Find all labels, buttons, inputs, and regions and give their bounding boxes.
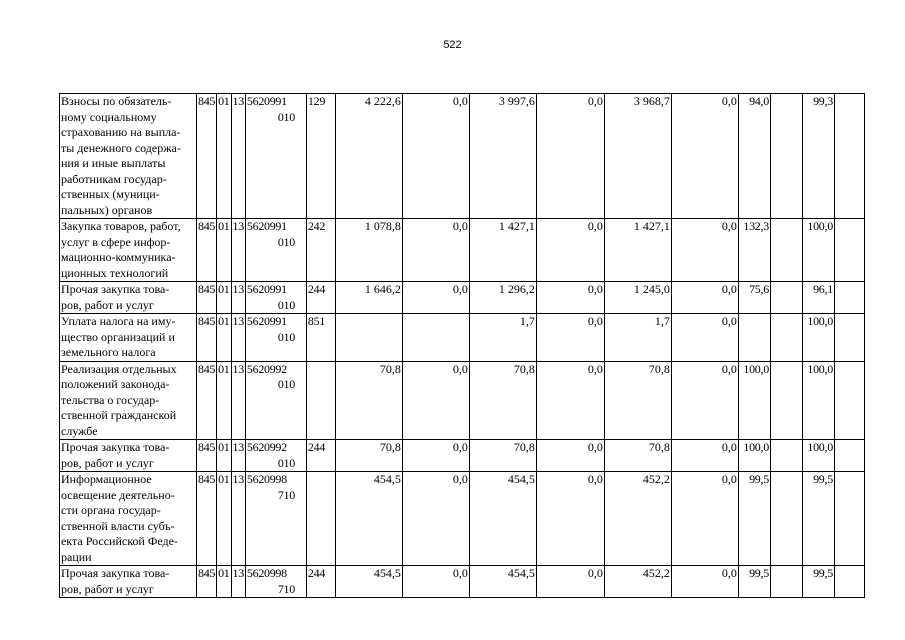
cell-percent-1: 99,5: [738, 472, 770, 566]
cell-empty: [770, 566, 802, 598]
cell-amount-6: 0,0: [671, 361, 738, 440]
cell-amount-3: 1,7: [469, 314, 536, 362]
cell-amount-3: 1 427,1: [469, 219, 536, 282]
cell-amount-6: 0,0: [671, 282, 738, 314]
target-article-code-suffix: 010: [277, 109, 295, 124]
cell-item-name: Взносы по обязатель- ному социальному страхованию на выпла- ты денежного содержа- ния и иные выплаты работникам государ- ственных (муници- пальных) органов: [60, 94, 197, 219]
cell-amount-1: 4 222,6: [335, 94, 402, 219]
table-row: [60, 219, 865, 282]
cell-expense-type-code: 244: [306, 566, 335, 598]
page-number: 522: [443, 39, 462, 51]
cell-section-code: 01: [217, 94, 231, 219]
table-row: [60, 472, 865, 566]
target-article-code-suffix: 010: [277, 329, 295, 344]
cell-amount-2: 0,0: [402, 361, 469, 440]
cell-subsection-code: 13: [231, 282, 245, 314]
cell-target-article-code: [245, 566, 306, 598]
cell-expense-type-code: 129: [306, 94, 335, 219]
cell-percent-2: 99,3: [802, 94, 834, 219]
cell-grbs-code: 845: [197, 361, 217, 440]
cell-percent-1: 100,0: [738, 361, 770, 440]
target-article-code-main: 5620992: [246, 440, 287, 454]
cell-empty: [834, 472, 864, 566]
cell-empty: [834, 219, 864, 282]
cell-percent-1: [738, 314, 770, 362]
cell-subsection-code: 13: [231, 94, 245, 219]
cell-amount-6: 0,0: [671, 219, 738, 282]
cell-amount-1: 454,5: [335, 566, 402, 598]
target-article-code-main: 5620992: [246, 361, 287, 376]
cell-percent-1: 99,5: [738, 566, 770, 598]
cell-expense-type-code: 851: [306, 314, 335, 362]
cell-target-article-code: [245, 472, 306, 566]
cell-amount-2: 0,0: [402, 282, 469, 314]
cell-amount-1: 1 646,2: [335, 282, 402, 314]
cell-amount-1: 70,8: [335, 361, 402, 440]
cell-amount-6: 0,0: [671, 566, 738, 598]
budget-table: [59, 93, 865, 598]
cell-expense-type-code: 242: [306, 219, 335, 282]
cell-amount-5: 1,7: [604, 314, 671, 362]
cell-empty: [834, 94, 864, 219]
cell-expense-type-code: 244: [306, 282, 335, 314]
cell-empty: [834, 440, 864, 472]
cell-percent-2: 100,0: [802, 314, 834, 362]
cell-section-code: 01: [217, 566, 231, 598]
cell-grbs-code: 845: [197, 566, 217, 598]
cell-percent-2: 96,1: [802, 282, 834, 314]
cell-amount-4: 0,0: [536, 440, 604, 472]
cell-subsection-code: 13: [231, 361, 245, 440]
target-article-code-suffix: 010: [277, 377, 295, 391]
table-row: [60, 94, 865, 219]
cell-target-article-code: [245, 282, 306, 314]
cell-empty: [770, 282, 802, 314]
cell-amount-5: 452,2: [604, 472, 671, 566]
cell-amount-4: 0,0: [536, 94, 604, 219]
table-row: [60, 566, 865, 598]
cell-item-name: Информационное освещение деятельно- сти органа государ- ственной власти субъ- екта Российской Феде- рации: [60, 472, 197, 566]
table-row: [60, 440, 865, 472]
target-article-code-suffix: 010: [277, 234, 295, 249]
cell-percent-2: 100,0: [802, 219, 834, 282]
table-row: [60, 314, 865, 362]
cell-amount-5: 1 427,1: [604, 219, 671, 282]
cell-amount-2: 0,0: [402, 472, 469, 566]
cell-empty: [834, 282, 864, 314]
target-article-code-main: 5620991: [246, 314, 287, 328]
cell-subsection-code: 13: [231, 314, 245, 362]
target-article-code-main: 5620998: [246, 566, 287, 580]
cell-grbs-code: 845: [197, 282, 217, 314]
cell-amount-3: 3 997,6: [469, 94, 536, 219]
cell-section-code: 01: [217, 440, 231, 472]
cell-amount-2: 0,0: [402, 94, 469, 219]
cell-percent-1: 132,3: [738, 219, 770, 282]
cell-amount-3: 70,8: [469, 361, 536, 440]
cell-amount-3: 70,8: [469, 440, 536, 472]
cell-amount-6: 0,0: [671, 94, 738, 219]
table-row: [60, 282, 865, 314]
target-article-code-main: 5620991: [246, 282, 287, 296]
cell-amount-1: [335, 314, 402, 362]
cell-grbs-code: 845: [197, 472, 217, 566]
cell-percent-1: 75,6: [738, 282, 770, 314]
cell-target-article-code: [245, 94, 306, 219]
cell-amount-5: 70,8: [604, 440, 671, 472]
cell-empty: [770, 472, 802, 566]
cell-expense-type-code: [306, 472, 335, 566]
cell-subsection-code: 13: [231, 440, 245, 472]
cell-grbs-code: 845: [197, 440, 217, 472]
cell-amount-1: 454,5: [335, 472, 402, 566]
target-article-code-suffix: 710: [277, 487, 295, 502]
cell-percent-2: 100,0: [802, 440, 834, 472]
cell-percent-1: 100,0: [738, 440, 770, 472]
cell-amount-3: 454,5: [469, 566, 536, 598]
budget-table-body: [60, 94, 865, 598]
target-article-code-main: 5620998: [246, 472, 287, 486]
cell-amount-1: 70,8: [335, 440, 402, 472]
table-row: [60, 361, 865, 440]
cell-subsection-code: 13: [231, 566, 245, 598]
cell-amount-1: 1 078,8: [335, 219, 402, 282]
target-article-code-main: 5620991: [246, 94, 287, 108]
cell-amount-2: 0,0: [402, 440, 469, 472]
cell-percent-2: 100,0: [802, 361, 834, 440]
cell-section-code: 01: [217, 219, 231, 282]
target-article-code-main: 5620991: [246, 219, 287, 233]
cell-amount-4: 0,0: [536, 472, 604, 566]
cell-percent-2: 99,5: [802, 472, 834, 566]
cell-percent-1: 94,0: [738, 94, 770, 219]
cell-amount-5: 452,2: [604, 566, 671, 598]
cell-subsection-code: 13: [231, 472, 245, 566]
cell-target-article-code: [245, 361, 306, 440]
cell-empty: [770, 219, 802, 282]
cell-amount-6: 0,0: [671, 440, 738, 472]
cell-item-name: Уплата налога на иму- щество организаций и земельного налога: [60, 314, 197, 362]
cell-item-name: Закупка товаров, работ, услуг в сфере инфор- мационно-коммуника- ционных технологий: [60, 219, 197, 282]
cell-empty: [770, 94, 802, 219]
cell-expense-type-code: 244: [306, 440, 335, 472]
cell-empty: [770, 314, 802, 362]
cell-amount-3: 454,5: [469, 472, 536, 566]
cell-amount-2: 0,0: [402, 566, 469, 598]
cell-amount-4: 0,0: [536, 361, 604, 440]
cell-empty: [770, 361, 802, 440]
cell-amount-5: 70,8: [604, 361, 671, 440]
cell-item-name: Реализация отдельных положений законода- тельства о государ- ственной гражданской службе: [60, 361, 197, 440]
cell-item-name: Прочая закупка това- ров, работ и услуг: [60, 566, 197, 598]
cell-item-name: Прочая закупка това- ров, работ и услуг: [60, 282, 197, 314]
cell-item-name: Прочая закупка това- ров, работ и услуг: [60, 440, 197, 472]
cell-empty: [834, 361, 864, 440]
cell-amount-5: 3 968,7: [604, 94, 671, 219]
cell-empty: [834, 314, 864, 362]
cell-empty: [834, 566, 864, 598]
cell-section-code: 01: [217, 314, 231, 362]
cell-subsection-code: 13: [231, 219, 245, 282]
cell-amount-4: 0,0: [536, 314, 604, 362]
cell-amount-5: 1 245,0: [604, 282, 671, 314]
cell-amount-6: 0,0: [671, 472, 738, 566]
target-article-code-suffix: 710: [277, 581, 295, 596]
cell-section-code: 01: [217, 361, 231, 440]
cell-target-article-code: [245, 440, 306, 472]
cell-amount-6: 0,0: [671, 314, 738, 362]
cell-section-code: 01: [217, 472, 231, 566]
cell-percent-2: 99,5: [802, 566, 834, 598]
cell-amount-4: 0,0: [536, 282, 604, 314]
cell-amount-2: [402, 314, 469, 362]
cell-target-article-code: [245, 314, 306, 362]
cell-amount-3: 1 296,2: [469, 282, 536, 314]
cell-grbs-code: 845: [197, 314, 217, 362]
cell-empty: [770, 440, 802, 472]
cell-amount-2: 0,0: [402, 219, 469, 282]
cell-target-article-code: [245, 219, 306, 282]
cell-section-code: 01: [217, 282, 231, 314]
cell-grbs-code: 845: [197, 219, 217, 282]
cell-grbs-code: 845: [197, 94, 217, 219]
cell-amount-4: 0,0: [536, 219, 604, 282]
cell-amount-4: 0,0: [536, 566, 604, 598]
target-article-code-suffix: 010: [277, 297, 295, 312]
target-article-code-suffix: 010: [277, 455, 295, 470]
cell-expense-type-code: [306, 361, 335, 440]
